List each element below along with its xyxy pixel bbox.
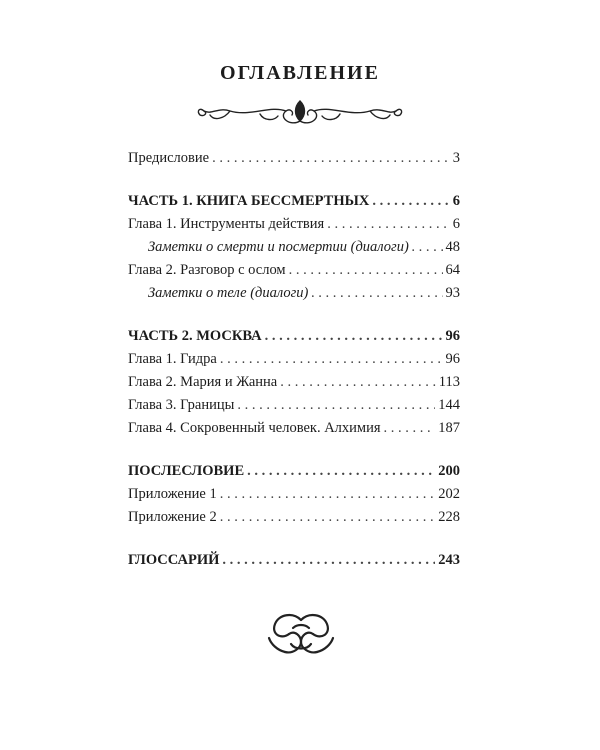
toc-entry-label: Глава 2. Разговор с ослом <box>128 262 286 278</box>
toc-entry-label: ЧАСТЬ 2. МОСКВА <box>128 328 262 344</box>
toc-entry-part-2-chapter-2[interactable] <box>128 374 460 397</box>
page-title: оглавление <box>220 55 380 86</box>
toc-entry-label: Глава 2. Мария и Жанна <box>128 374 278 390</box>
toc-entry-notes-body[interactable] <box>128 285 460 308</box>
toc-page-number: 93 <box>445 285 460 301</box>
dot-leader <box>311 285 442 302</box>
toc-entry-appendix-2[interactable] <box>128 509 460 532</box>
dot-leader <box>212 150 450 167</box>
toc-entry-label: Глава 1. Гидра <box>128 351 217 367</box>
toc-entry-glossary[interactable] <box>128 552 460 575</box>
dot-leader <box>222 552 435 569</box>
toc-entry-afterword[interactable] <box>128 463 460 486</box>
toc-entry-label: Приложение 2 <box>128 509 217 525</box>
toc-entry-label: Глава 3. Границы <box>128 397 235 413</box>
dot-leader <box>289 262 443 279</box>
toc-entry-label: ПОСЛЕСЛОВИЕ <box>128 463 245 479</box>
toc-page-number: 96 <box>445 351 460 367</box>
toc-entry-part-1-chapter-1[interactable] <box>128 216 460 239</box>
dot-leader <box>265 328 443 345</box>
toc-page-number: 6 <box>452 193 460 209</box>
toc-entry-label: Заметки о смерти и посмертии (диалоги) <box>148 239 409 255</box>
dot-leader <box>220 486 436 503</box>
toc-page-number: 48 <box>445 239 460 255</box>
toc-page-number: 228 <box>438 509 460 525</box>
toc-entry-part-1[interactable] <box>128 193 460 216</box>
toc-page-number: 64 <box>445 262 460 278</box>
toc-entry-label: Глава 4. Сокровенный человек. Алхимия <box>128 420 381 436</box>
toc-entry-label: Предисловие <box>128 150 210 166</box>
dot-leader <box>220 351 443 368</box>
dot-leader <box>247 463 435 480</box>
toc-page-number: 113 <box>438 374 460 390</box>
toc-page-number: 200 <box>438 463 460 479</box>
toc-entry-label: Глава 1. Инструменты действия <box>128 216 325 232</box>
toc-entry-part-1-chapter-2[interactable] <box>128 262 460 285</box>
toc-entry-appendix-1[interactable] <box>128 486 460 509</box>
dot-leader <box>384 420 436 437</box>
toc-page-number: 96 <box>445 328 460 344</box>
toc-entry-part-2-chapter-1[interactable] <box>128 351 460 374</box>
toc-entry-notes-death[interactable] <box>128 239 460 262</box>
knot-ornament-icon <box>265 610 337 660</box>
toc-entry-part-2-chapter-4[interactable] <box>128 420 460 443</box>
dot-leader <box>412 239 443 256</box>
table-of-contents <box>128 150 460 575</box>
dot-leader <box>237 397 435 414</box>
toc-entry-label: Заметки о теле (диалоги) <box>148 285 309 301</box>
toc-entry-part-2[interactable] <box>128 328 460 351</box>
toc-entry-label: Приложение 1 <box>128 486 217 502</box>
toc-page-number: 243 <box>438 552 460 568</box>
toc-page-number: 187 <box>438 420 460 436</box>
toc-entry-label: ГЛОССАРИЙ <box>128 552 220 568</box>
toc-page-number: 144 <box>438 397 460 413</box>
toc-entry-preface[interactable] <box>128 150 460 173</box>
dot-leader <box>372 193 449 210</box>
dot-leader <box>280 374 436 391</box>
flourish-ornament-icon <box>190 95 410 129</box>
toc-entry-part-2-chapter-3[interactable] <box>128 397 460 420</box>
toc-page-number: 6 <box>452 216 460 232</box>
toc-page-number: 202 <box>438 486 460 502</box>
dot-leader <box>220 509 436 526</box>
toc-entry-label: ЧАСТЬ 1. КНИГА БЕССМЕРТНЫХ <box>128 193 370 209</box>
dot-leader <box>327 216 450 233</box>
toc-page-number: 3 <box>452 150 460 166</box>
